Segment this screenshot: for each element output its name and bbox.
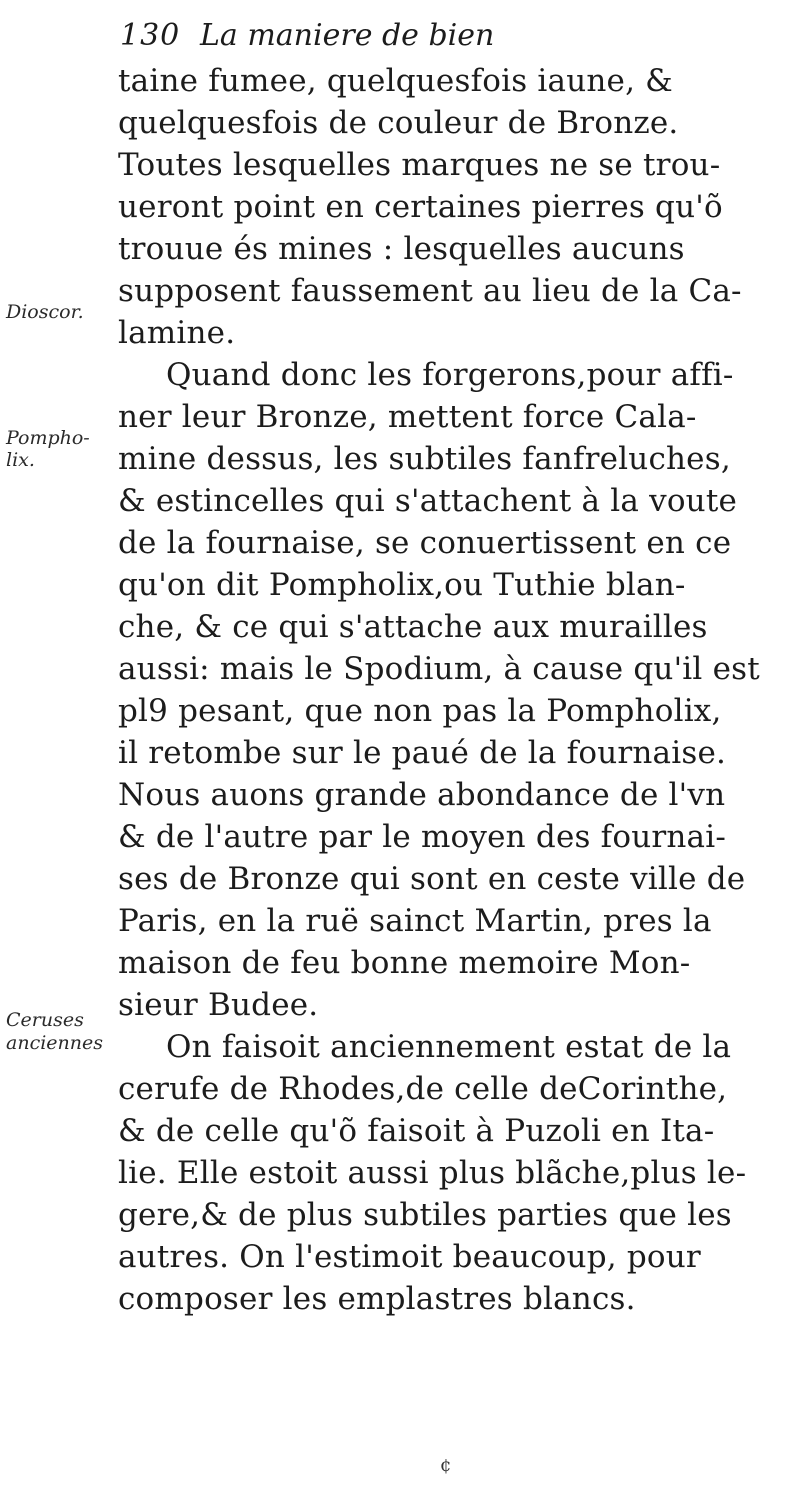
page-number: 130 [120, 18, 181, 53]
text-line: taine fumee, quelquesfois iaune, & [118, 63, 673, 99]
text-line: autres. On l'estimoit beaucoup, pour [118, 1239, 701, 1275]
sidenote-pompholix-1: Pompho- [6, 427, 90, 449]
text-line: pl9 pesant, que non pas la Pompholix, [118, 693, 722, 729]
sidenote-dioscor: Dioscor. [6, 301, 84, 323]
paragraph-start-line: On faisoit anciennement estat de la [166, 1029, 732, 1065]
text-line: composer les emplastres blancs. [118, 1281, 636, 1317]
text-line: trouue és mines : lesquelles aucuns [118, 231, 685, 267]
body-text [118, 60, 798, 1320]
text-line: & estincelles qui s'attachent à la voute [118, 483, 738, 519]
footer-mark: ¢ [440, 1455, 452, 1476]
page-header [120, 18, 740, 58]
text-line: Toutes lesquelles marques ne se trou- [118, 147, 721, 183]
text-line: qu'on dit Pompholix,ou Tuthie blan- [118, 567, 686, 603]
text-line: & de l'autre par le moyen des fournai- [118, 819, 727, 855]
text-line: il retombe sur le paué de la fournaise. [118, 735, 727, 771]
text-line: lamine. [118, 315, 236, 351]
text-line: Paris, en la ruë sainct Martin, pres la [118, 903, 712, 939]
text-line: quelquesfois de couleur de Bronze. [118, 105, 679, 141]
text-line: maison de feu bonne memoire Mon- [118, 945, 691, 981]
text-line: ner leur Bronze, mettent force Cala- [118, 399, 697, 435]
text-line: lie. Elle estoit aussi plus blãche,plus le- [118, 1155, 747, 1191]
text-line: de la fournaise, se conuertissent en ce [118, 525, 732, 561]
text-line: ses de Bronze qui sont en ceste ville de [118, 861, 746, 897]
text-line: Nous auons grande abondance de l'vn [118, 777, 726, 813]
running-title: La maniere de bien [200, 18, 495, 53]
paragraph-start-line: Quand donc les forgerons,pour affi- [166, 357, 734, 393]
sidenote-cerusses-2: anciennes [6, 1032, 103, 1054]
text-line: gere,& de plus subtiles parties que les [118, 1197, 732, 1233]
text-line: che, & ce qui s'attache aux murailles [118, 609, 708, 645]
text-line: aussi: mais le Spodium, à cause qu'il est [118, 651, 760, 687]
text-line: supposent faussement au lieu de la Ca- [118, 273, 742, 309]
sidenote-cerusses-1: Ceruses [6, 1009, 84, 1031]
text-line: & de celle qu'õ faisoit à Puzoli en Ita- [118, 1113, 715, 1149]
text-line: cerufe de Rhodes,de celle deCorinthe, [118, 1071, 728, 1107]
text-line: mine dessus, les subtiles fanfreluches, [118, 441, 731, 477]
text-line: sieur Budee. [118, 987, 319, 1023]
text-line: ueront point en certaines pierres qu'õ [118, 189, 723, 225]
sidenote-pompholix-2: lix. [6, 449, 35, 471]
